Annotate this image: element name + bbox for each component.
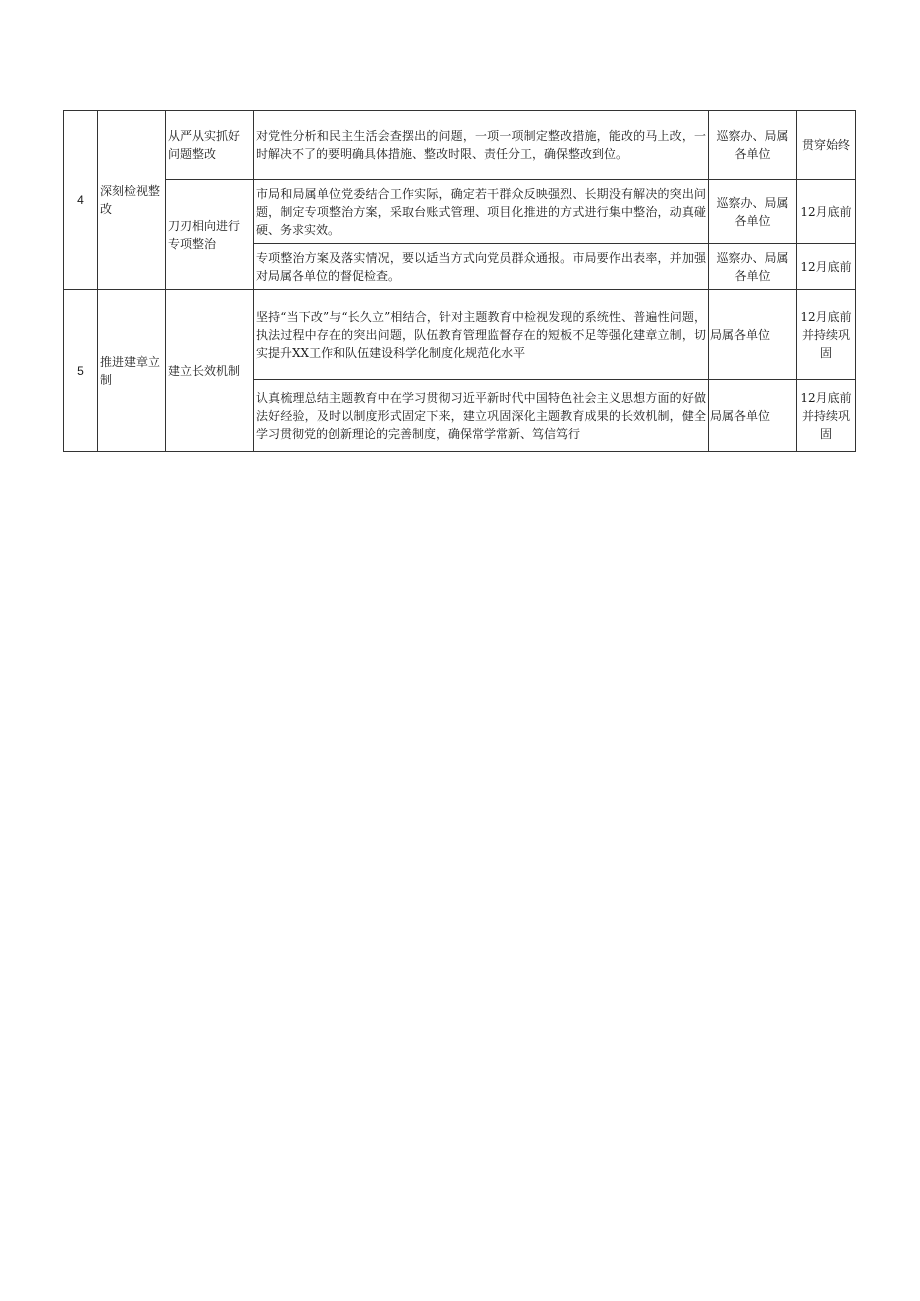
task-name: 推进建章立制 [98,290,166,452]
responsible-unit: 巡察办、局属各单位 [709,111,797,180]
responsible-unit: 局属各单位 [709,290,797,380]
table-row [64,290,856,380]
item-name: 刀刃相向进行专项整治 [166,180,254,290]
responsible-unit: 巡察办、局属各单位 [709,180,797,244]
time-limit: 12月底前并持续巩固 [797,380,856,452]
item-name: 从严从实抓好问题整改 [166,111,254,180]
time-limit: 12月底前 [797,180,856,244]
responsible-unit: 局属各单位 [709,380,797,452]
item-content: 专项整治方案及落实情况，要以适当方式向党员群众通报。市局要作出表率，并加强对局属各单位的督促检查。 [254,244,709,290]
row-number: 4 [64,111,98,290]
task-name: 深刻检视整改 [98,111,166,290]
item-name: 建立长效机制 [166,290,254,452]
item-content: 对党性分析和民主生活会查摆出的问题，一项一项制定整改措施，能改的马上改，一时解决不了的要明确具体措施、整改时限、责任分工，确保整改到位。 [254,111,709,180]
item-content: 市局和局属单位党委结合工作实际，确定若干群众反映强烈、长期没有解决的突出问题，制定专项整治方案，采取台账式管理、项目化推进的方式进行集中整治，动真碰硬、务求实效。 [254,180,709,244]
table-row [64,111,856,180]
item-content: 坚持“当下改”与“长久立”相结合，针对主题教育中检视发现的系统性、普遍性问题，执法过程中存在的突出问题，队伍教育管理监督存在的短板不足等强化建章立制，切实提升XX工作和队伍建设科学化制度化规范化水平 [254,290,709,380]
time-limit: 贯穿始终 [797,111,856,180]
table-row [64,180,856,244]
rectification-plan-table [63,110,856,452]
time-limit: 12月底前并持续巩固 [797,290,856,380]
row-number: 5 [64,290,98,452]
item-content: 认真梳理总结主题教育中在学习贯彻习近平新时代中国特色社会主义思想方面的好做法好经验，及时以制度形式固定下来，建立巩固深化主题教育成果的长效机制，健全学习贯彻党的创新理论的完善制度，确保常学常新、笃信笃行 [254,380,709,452]
responsible-unit: 巡察办、局属各单位 [709,244,797,290]
time-limit: 12月底前 [797,244,856,290]
